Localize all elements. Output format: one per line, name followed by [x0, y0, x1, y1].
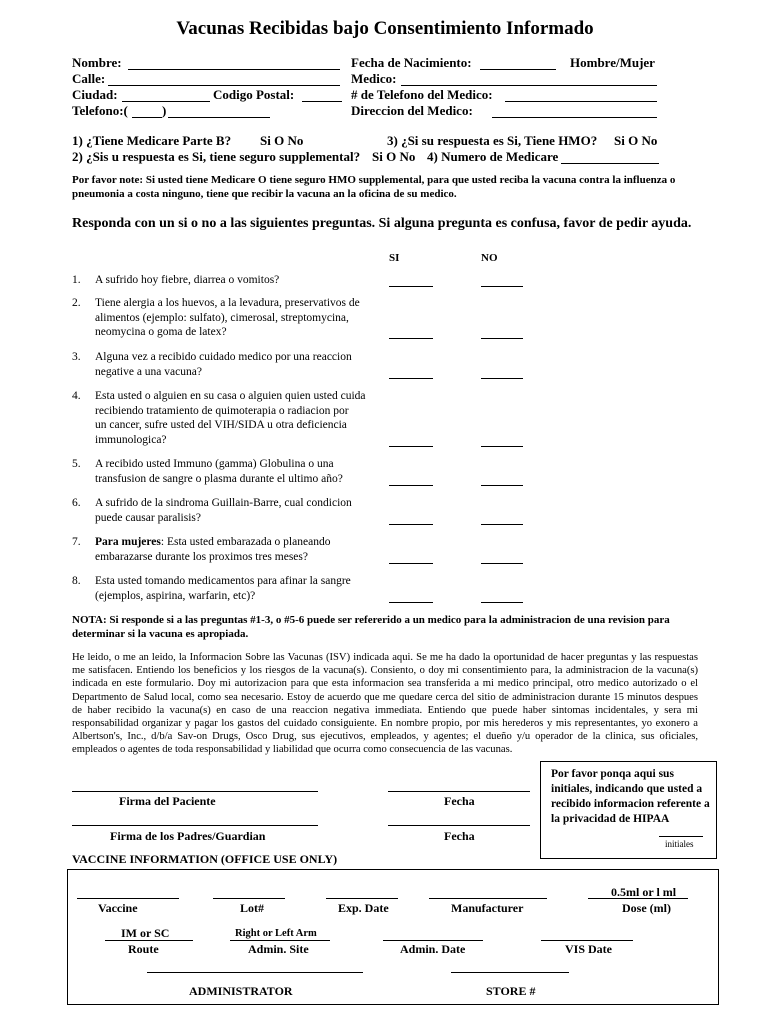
question-text: alimentos (ejemplo: sulfato), cimerosal, streptomycina, — [95, 311, 349, 324]
telefono-field[interactable] — [168, 117, 270, 118]
telefono-medico-label: # de Telefono del Medico: — [351, 87, 493, 102]
vaccine-label: Vaccine — [98, 901, 138, 915]
telefono-medico-field[interactable] — [505, 101, 657, 102]
nombre-label: Nombre: — [72, 55, 122, 70]
medicare-q3-options[interactable]: Si O No — [614, 133, 658, 148]
medicare-q2: 2) ¿Sis u respuesta es Si, tiene seguro supplemental? — [72, 149, 361, 164]
answer-no-line[interactable] — [481, 446, 523, 447]
question-text: A recibido usted Immuno (gamma) Globulina o una — [95, 458, 334, 470]
guardian-signature-label: Firma de los Padres/Guardian — [110, 829, 266, 843]
question-text: A sufrido de la sindroma Guillain-Barre, cual condicion — [95, 497, 352, 509]
answer-no-line[interactable] — [481, 485, 523, 486]
administrator-label: ADMINISTRATOR — [189, 984, 293, 998]
medicare-q1: 1) ¿Tiene Medicare Parte B? — [72, 133, 232, 148]
site-line[interactable] — [230, 940, 330, 941]
patient-signature-line[interactable] — [72, 791, 318, 792]
question-number: 6. — [72, 497, 81, 509]
answer-no-line[interactable] — [481, 286, 523, 287]
nombre-field[interactable] — [128, 69, 340, 70]
question-number: 4. — [72, 390, 81, 402]
question-text — [95, 535, 330, 550]
office-heading: VACCINE INFORMATION (OFFICE USE ONLY) — [72, 852, 338, 866]
answer-si-line[interactable] — [389, 563, 433, 564]
vaccine-line[interactable] — [77, 898, 179, 899]
question-text: Tiene alergia a los huevos, a la levadura, preservativos de — [95, 297, 360, 309]
answer-si-line[interactable] — [389, 378, 433, 379]
admin-date-label: Admin. Date — [400, 942, 466, 956]
fecha-nacimiento-label: Fecha de Nacimiento: — [351, 55, 472, 70]
dose-value: 0.5ml or l ml — [611, 885, 677, 899]
answer-no-line[interactable] — [481, 378, 523, 379]
medico-label: Medico: — [351, 71, 397, 86]
answer-no-line[interactable] — [481, 338, 523, 339]
codigo-postal-label: Codigo Postal: — [213, 87, 295, 102]
date2-line[interactable] — [388, 825, 530, 826]
question-text: A sufrido hoy fiebre, diarrea o vomitos? — [95, 274, 280, 286]
answer-si-line[interactable] — [389, 338, 433, 339]
ciudad-field[interactable] — [122, 101, 210, 102]
medicare-q3: 3) ¿Si su respuesta es Si, Tiene HMO? — [387, 133, 598, 148]
hipaa-initials-label: initiales — [665, 839, 694, 849]
lot-label: Lot# — [240, 901, 264, 915]
question-number: 2. — [72, 297, 81, 309]
patient-signature-label: Firma del Paciente — [119, 794, 216, 808]
direccion-medico-field[interactable] — [492, 117, 657, 118]
answer-si-line[interactable] — [389, 485, 433, 486]
question-number: 1. — [72, 274, 81, 286]
telefono-close: ) — [162, 103, 167, 118]
codigo-postal-field[interactable] — [302, 101, 342, 102]
answer-no-line[interactable] — [481, 563, 523, 564]
guardian-signature-line[interactable] — [72, 825, 318, 826]
store-label: STORE # — [486, 984, 536, 998]
question-text: Esta usted o alguien en su casa o alguien quien usted cuida — [95, 390, 366, 402]
question-text: Esta usted tomando medicamentos para afinar la sangre — [95, 575, 351, 587]
exp-date-line[interactable] — [326, 898, 398, 899]
page-title: Vacunas Recibidas bajo Consentimiento Informado — [176, 18, 594, 39]
answer-si-line[interactable] — [389, 602, 433, 603]
hipaa-box — [540, 761, 717, 859]
question-text: immunologica? — [95, 433, 167, 446]
direccion-medico-label: Direccion del Medico: — [351, 103, 473, 118]
manufacturer-label: Manufacturer — [451, 901, 524, 915]
question-number: 3. — [72, 351, 81, 363]
lot-line[interactable] — [213, 898, 285, 899]
date1-line[interactable] — [388, 791, 530, 792]
hombre-mujer-label[interactable]: Hombre/Mujer — [570, 55, 655, 70]
medico-field[interactable] — [401, 85, 657, 86]
medicare-note: Por favor note: Si usted tiene Medicare O tiene seguro HMO supplemental, para que usted reciba la vacuna contra la influenza o pneumonia a costa ninguno, tiene que recibir la vacuna an la oficina de su medico. — [72, 174, 676, 200]
question-text-rest: : Esta usted embarazada o planeando — [160, 536, 331, 548]
telefono-area-field[interactable] — [132, 117, 162, 118]
dose-label: Dose (ml) — [622, 901, 671, 915]
question-number: 5. — [72, 458, 81, 470]
medicare-q4: 4) Numero de Medicare — [427, 149, 559, 164]
nota: NOTA: Si responde si a las preguntas #1-3, o #5-6 puede ser refererido a un medico para la administracion de una revision para determinar si la vacuna es apropiada. — [72, 614, 670, 640]
route-value: IM or SC — [121, 926, 170, 940]
route-label: Route — [128, 942, 159, 956]
question-text: embarazarse durante los proximos tres meses? — [95, 550, 308, 563]
question-text: neomycina o goma de latex? — [95, 326, 227, 338]
answer-si-line[interactable] — [389, 446, 433, 447]
vis-date-label: VIS Date — [565, 942, 612, 956]
office-use-box — [67, 869, 719, 1005]
question-text: un cancer, sufre usted del VIH/SIDA u otra deficiencia — [95, 419, 347, 431]
column-si: SI — [389, 252, 400, 264]
calle-label: Calle: — [72, 71, 106, 86]
medicare-number-field[interactable] — [561, 163, 659, 164]
medicare-q2-options[interactable]: Si O No — [372, 149, 416, 164]
question-text: (ejemplos, aspirina, warfarin, etc)? — [95, 589, 256, 602]
calle-field[interactable] — [108, 85, 340, 86]
exp-date-label: Exp. Date — [338, 901, 389, 915]
admin-date-line[interactable] — [383, 940, 483, 941]
answer-no-line[interactable] — [481, 602, 523, 603]
question-text: puede causar paralisis? — [95, 511, 202, 524]
question-text: Alguna vez a recibido cuidado medico por una reaccion — [95, 351, 352, 363]
question-text: recibiendo tratamiento de quimoterapia o radiacion por — [95, 404, 349, 417]
answer-si-line[interactable] — [389, 524, 433, 525]
route-line[interactable] — [105, 940, 193, 941]
instructions: Responda con un si o no a las siguientes preguntas. Si alguna pregunta es confusa, favor de pedir ayuda. — [72, 216, 692, 231]
question-bold-prefix: Para mujeres — [95, 536, 161, 548]
manufacturer-line[interactable] — [429, 898, 547, 899]
question-number: 7. — [72, 536, 81, 548]
column-no: NO — [481, 252, 498, 264]
store-line[interactable] — [451, 972, 569, 973]
telefono-label: Telefono:( — [72, 103, 128, 118]
answer-no-line[interactable] — [481, 524, 523, 525]
hipaa-initials-line[interactable] — [659, 836, 703, 837]
answer-si-line[interactable] — [389, 286, 433, 287]
question-text: transfusion de sangre o plasma durante el ultimo año? — [95, 472, 343, 485]
administrator-line[interactable] — [147, 972, 363, 973]
date1-label: Fecha — [444, 794, 475, 808]
date2-label: Fecha — [444, 829, 475, 843]
ciudad-label: Ciudad: — [72, 87, 118, 102]
question-text: negative a una vacuna? — [95, 365, 202, 378]
fecha-nacimiento-field[interactable] — [480, 69, 556, 70]
medicare-q1-options[interactable]: Si O No — [260, 133, 304, 148]
question-number: 8. — [72, 575, 81, 587]
site-value: Right or Left Arm — [235, 928, 317, 939]
vis-date-line[interactable] — [541, 940, 633, 941]
site-label: Admin. Site — [248, 942, 309, 956]
consent-text: He leido, o me an leido, la Informacion Sobre las Vacunas (ISV) indicada aqui. Se me ha dado la oportunidad de hacer preguntas y las respuestas me satisfacen. Entiendo los beneficios y los riesgos de la vacuna(s). Consiento, o doy mi consentimiento para, la administracion de la vacuna(s) indicada en este formulario. Doy mi autorizacion para que esta informacion sea transferida a mi medico principal, otro medico autorizado o el Departmento de Salud local, como sea necesario. Estoy de acuerdo que me quedare cerca del sitio de administracion durante 15 minutos despues de haber recibido la vacuna(s) en caso de una reaccion negativa immediata. Entiendo que puede haber sintomas incidentales, y sera mi responsabilidad organizar y pagar los gastos del cuidado consiguiente. En nombre propio, por mis herederos y mis representantes, yo exonero a Albertson's, Inc., d/b/a Sav-on Drugs, Osco Drug, sus ejecutivos, empleados, y agentes; el dueño y/u operador de la clinica, sus oficiales, empleados o agentes de toda responsabilidad y liabilidad que ocurra como consecuencia de las vacunas. — [72, 652, 698, 756]
hipaa-text: Por favor ponqa aqui sus initiales, indicando que usted a recibido informacion referente a la privacidad de HIPAA — [551, 768, 710, 825]
